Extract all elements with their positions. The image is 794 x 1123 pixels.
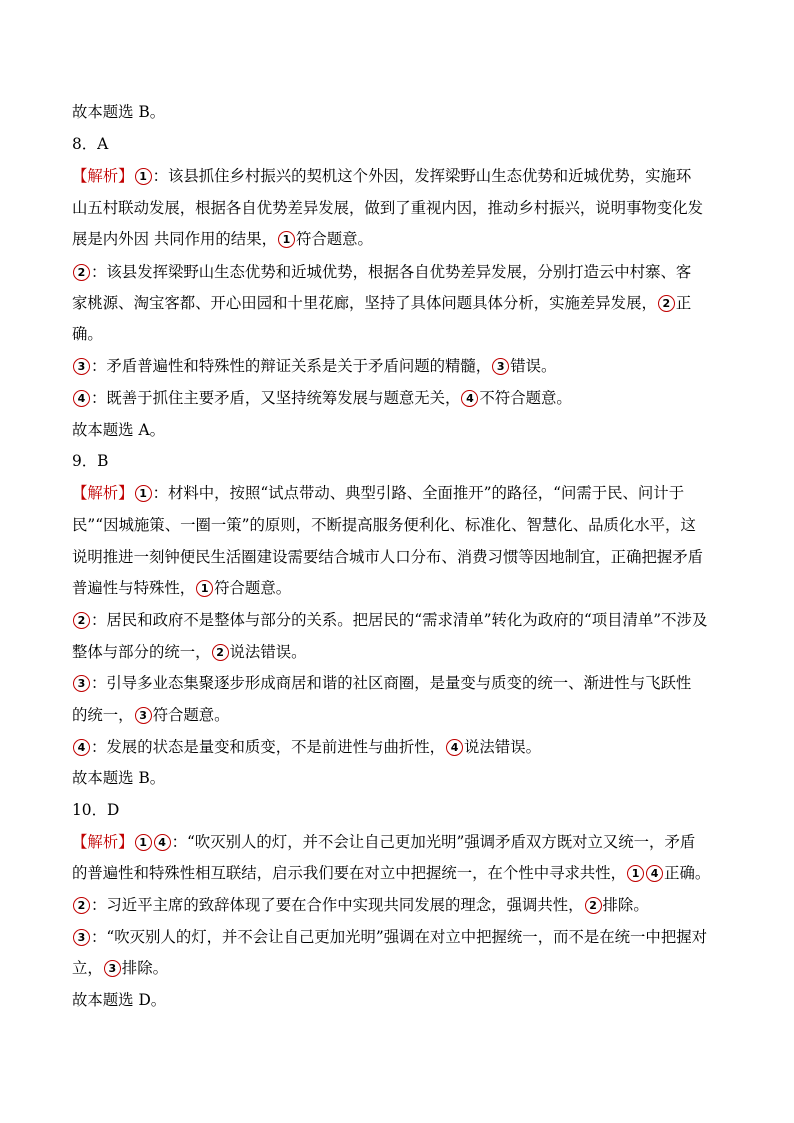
circled-number: 1 (135, 168, 152, 185)
analysis-line: 【解析】 1 ：材料中，按照“试点带动、典型引路、全面推开”的路径，“问需于民、问计于 (72, 484, 685, 502)
circled-number: 2 (73, 897, 90, 914)
circled-number: 3 (104, 960, 121, 977)
analysis-line: 2 ：居民和政府不是整体与部分的关系。把居民的“需求清单”转化为政府的“项目清单”不涉及 (72, 609, 707, 631)
analysis-line: 家桃源、淘宝客都、开心田园和十里花廊，坚持了具体问题具体分析，实施差异发展， 2 正 (72, 294, 692, 312)
circled-number: 1 (196, 580, 213, 597)
analysis-line: 说明推进一刻钟便民生活圈建设需要结合城市人口分布、消费习惯等因地制宜，正确把握矛盾 (72, 548, 704, 566)
circled-number: 4 (646, 865, 663, 882)
answer-line: 故本题选 D。 (72, 991, 167, 1009)
circled-number: 1 (135, 834, 152, 851)
analysis-line: 的统一， 3 符合题意。 (72, 706, 230, 724)
circled-number: 3 (73, 929, 90, 946)
circled-number: 3 (73, 358, 90, 375)
analysis-tag: 【解析】 (72, 167, 134, 185)
circled-number: 2 (73, 612, 90, 629)
analysis-line: 3 ：“吹灭别人的灯，并不会让自己更加光明”强调在对立中把握统一，而不是在统一中把握对 (72, 926, 707, 948)
circled-number: 2 (212, 644, 229, 661)
question-number: 8．A (72, 135, 109, 153)
circled-number: 1 (135, 485, 152, 502)
circled-number: 4 (73, 390, 90, 407)
circled-number: 3 (492, 358, 509, 375)
analysis-line: 山五村联动发展，根据各自优势差异发展，做到了重视内因，推动乡村振兴，说明事物变化发 (72, 199, 704, 217)
analysis-line: 立， 3 排除。 (72, 959, 168, 977)
analysis-line: 3 ：引导多业态集聚逐步形成商居和谐的社区商圈，是量变与质变的统一、渐进性与飞跃性 (72, 672, 691, 694)
analysis-line: 民”“因城施策、一圈一策”的原则，不断提高服务便利化、标准化、智慧化、品质化水平，这 (72, 516, 696, 534)
analysis-line: 3 ：矛盾普遍性和特殊性的辩证关系是关于矛盾问题的精髓， 3 错误。 (72, 355, 556, 377)
analysis-line: 2 ：该县发挥梁野山生态优势和近城优势，根据各自优势差异发展，分别打造云中村寨、客 (72, 261, 691, 283)
answer-line: 故本题选 A。 (72, 421, 165, 439)
analysis-line: 4 ：既善于抓住主要矛盾，又坚持统筹发展与题意无关， 4 不符合题意。 (72, 387, 572, 409)
circled-number: 2 (658, 295, 675, 312)
circled-number: 3 (135, 707, 152, 724)
analysis-line: 的普遍性和特殊性相互联结，启示我们要在对立中把握统一，在个性中寻求共性， 1 4 正确。 (72, 864, 711, 882)
circled-number: 4 (154, 834, 171, 851)
analysis-line: 整体与部分的统一， 2 说法错误。 (72, 643, 307, 661)
question-number: 10．D (72, 801, 120, 819)
circled-number: 2 (585, 897, 602, 914)
analysis-line: 2 ：习近平主席的致辞体现了要在合作中实现共同发展的理念，强调共性， 2 排除。 (72, 894, 649, 916)
analysis-line: 确。 (72, 325, 103, 343)
circled-number: 2 (73, 264, 90, 281)
answer-line: 故本题选 B。 (72, 769, 166, 787)
circled-number: 4 (73, 739, 90, 756)
analysis-line: 【解析】 1 4 ：“吹灭别人的灯，并不会让自己更加光明”强调矛盾双方既对立又统一，矛盾 (72, 833, 696, 851)
analysis-line: 普遍性与特殊性， 1 符合题意。 (72, 579, 292, 597)
circled-number: 1 (627, 865, 644, 882)
circled-number: 1 (278, 231, 295, 248)
analysis-tag: 【解析】 (72, 833, 134, 851)
question-number: 9．B (72, 452, 109, 470)
circled-number: 4 (446, 739, 463, 756)
analysis-line: 4 ：发展的状态是量变和质变，不是前进性与曲折性， 4 说法错误。 (72, 736, 541, 758)
circled-number: 3 (73, 675, 90, 692)
analysis-line: 展是内外因 共同作用的结果， 1 符合题意。 (72, 230, 373, 248)
analysis-line: 【解析】 1 ：该县抓住乡村振兴的契机这个外因，发挥梁野山生态优势和近城优势，实施环 (72, 167, 692, 185)
analysis-tag: 【解析】 (72, 484, 134, 502)
answer-line: 故本题选 B。 (72, 103, 166, 121)
circled-number: 4 (461, 390, 478, 407)
